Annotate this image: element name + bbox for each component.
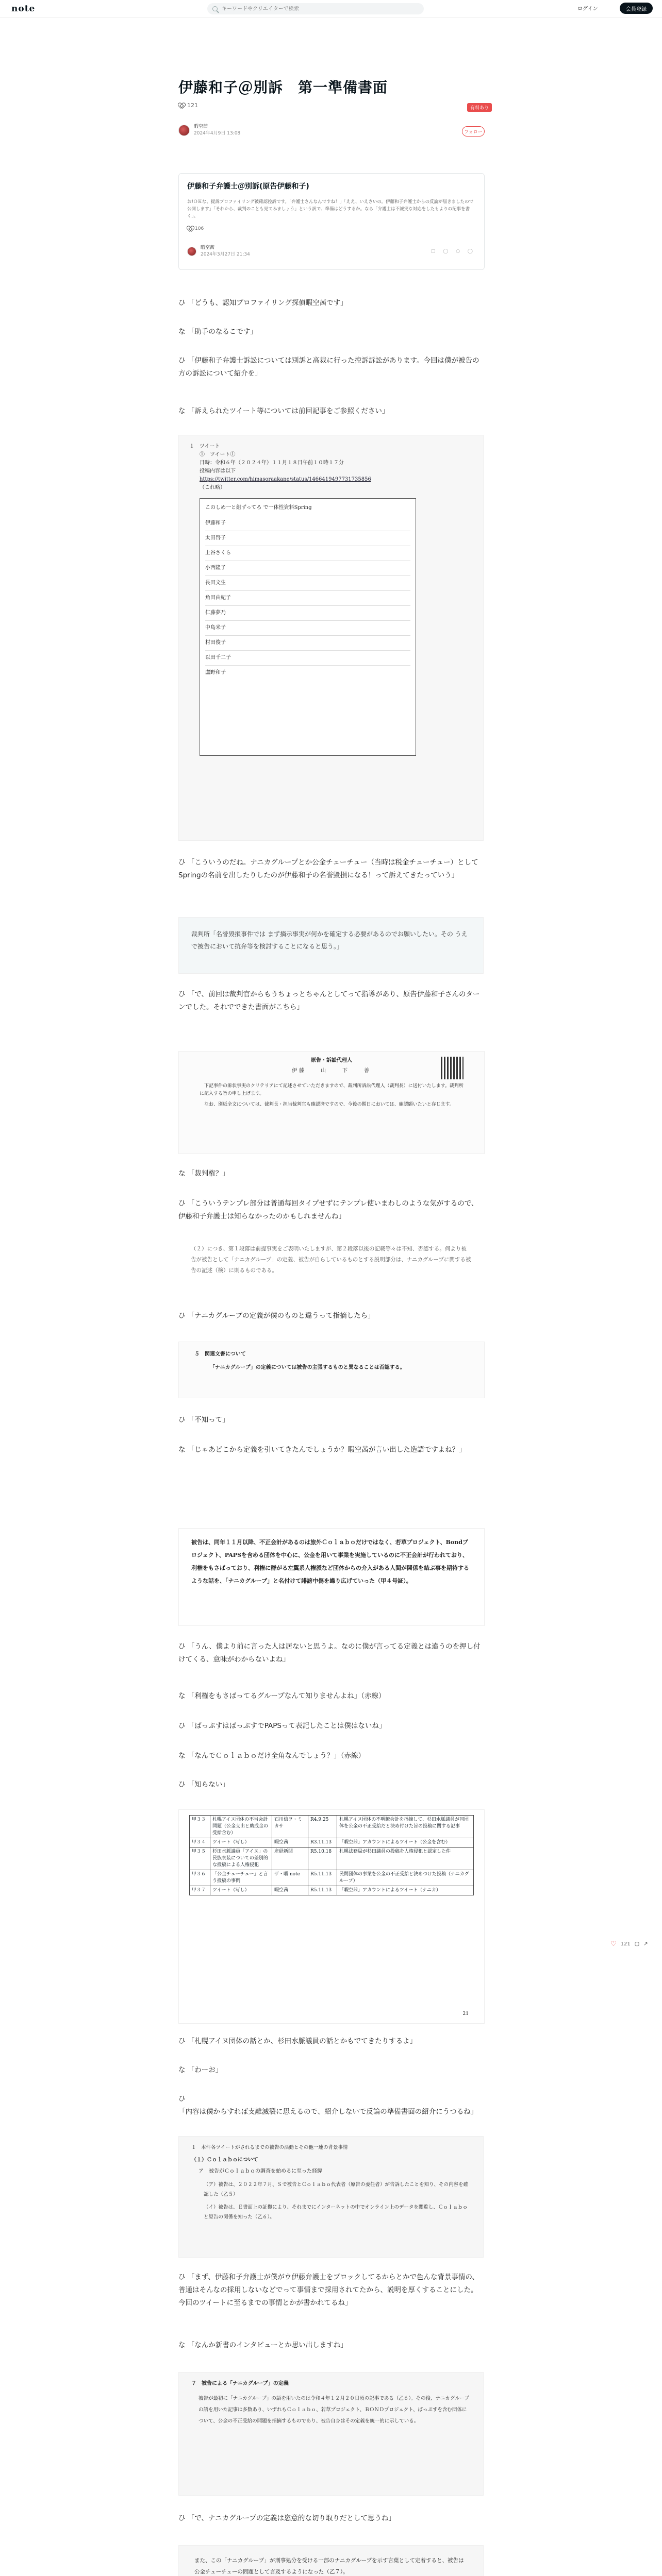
speaker-icon: な [178,328,186,336]
final-para: また、この「ナニカグループ」が刑事処分を受ける一部のナニカグループを示す言葉として定着すると、被告は公金チューチューの問題として言及するようになった（乙７）。 [194,2557,464,2575]
answer-sub: （１）Ｃｏｌａｂｏについて [191,2157,258,2163]
table-row [190,1886,474,1895]
answer-document [178,2136,484,2258]
dialogue-line [178,354,484,380]
embed-excerpt: お!ＯＫな、提訴プロファイリング被確認控訴です。「弁護士さんなんですね！」「ええ、いえさいの。伊藤和子弁護士からの反論が届きましたので公開します」「それから、裁判のことも見てみましょう」という訳で、準備はどうするか。なら「弁護士は不誠実な対応をしたもよりの記事を書く」。 [187,199,474,219]
dialogue-line [178,1444,484,1456]
table-cell: 甲３５ [190,1848,210,1870]
embedded-note-card[interactable] [178,173,485,270]
name-item: 太田啓子 [205,531,410,546]
dialogue-line [178,1310,484,1323]
table-cell: R5.11.13 [308,1886,337,1895]
name-item: 仁藤夢乃 [205,606,410,621]
speaker-icon: な [178,2066,186,2074]
like-heart-icon[interactable]: ♡ [610,1940,617,1948]
scan-body: なお、別紙全文については、裁判長・担当裁判官も確認済ですので、今後の期日においては、確認願いたいと存じます。 [200,1102,454,1107]
speaker-icon: な [178,1752,186,1760]
dialogue-line [178,405,484,418]
tweet-doc-link[interactable]: https://twitter.com/himasoraakane/status/1466419497731735856 [200,477,371,482]
tweet-doc-line: 投稿内容は以下 [200,468,236,474]
dialogue-text: 「利権をもさばってるグループなんて知りませんよね」（赤線） [187,1692,386,1700]
name-item: 以田千二子 [205,651,410,666]
speaker-icon: な [178,1170,186,1178]
table-cell: 「公金チューチュー」と言う投稿の事例 [210,1870,272,1886]
post-date: 2024年4月9日 13:08 [194,131,241,136]
nanika-document [178,1342,485,1398]
embed-likes-count: 106 [195,226,204,231]
heart-icon [187,226,193,231]
dialogue-text: 「伊藤和子弁護士訴訟については別訴と高裁に行った控訴訴訟があります。今回は僕が被告の方の訴訟について紹介を」 [178,357,479,378]
table-cell: 甲３７ [190,1886,210,1895]
table-cell: 暇空茜 [272,1886,308,1895]
dialogue-text: 「ぱっぷすはばっぷすでPAPSって表記したことは僕はないね」 [187,1722,386,1730]
dialogue-line [178,297,484,310]
answer-para: （ア）被告は、２０２２年７月、Ｓで被告とＣｏｌａｂｏ代表者（原告の委任者）が告訴したことを知り、その内容を確認した（乙５） [204,2182,469,2197]
speaker-icon: な [178,1446,186,1454]
scan-body: 下記事件の訴状事実のクリテリアにて記述させていただきますので、裁判所訴訟代理人（裁判長）に送付いたします。裁判所に記入する旨の申し上げます。 [200,1083,464,1096]
embed-author-name: 暇空茜 [201,245,215,250]
dialogue-text: 「で、前回は裁判官からもうちょっとちゃんとしてって指導があり、原告伊藤和子さんのターンでした。それでできた書面がこちら」 [178,990,480,1011]
speaker-icon: ひ [178,1722,186,1730]
table-cell: R4.9.25 [308,1816,337,1838]
nanika-head: ５ 関連文書について [194,1351,246,1357]
dialogue-line [178,1414,484,1427]
article-title: 伊藤和子＠別訴 第一準備書面 [178,79,388,96]
table-cell: 産経新聞 [272,1848,308,1870]
name-item: 長田文生 [205,576,410,591]
dialogue-line [178,856,484,882]
answer-sub2: ア 被告がＣｏｌａｂｏの調査を始めるに至った経緯 [198,2168,322,2174]
dialogue-line [178,2093,484,2119]
scanned-document [178,1051,485,1154]
embed-date: 2024年3月27日 21:34 [201,252,250,257]
author-name[interactable]: 暇空茜 [194,124,208,129]
author-row[interactable] [178,124,240,137]
speaker-icon: ひ [178,2514,186,2522]
dialogue-line [178,2271,484,2310]
name-item: 上谷さくら [205,546,410,561]
dialogue-text: 「じゃあどこから定義を引いてきたんでしょうか？暇空茜が言い出した造語ですよね？」 [187,1446,466,1454]
table-cell: ツイート（写し） [210,1838,272,1848]
dialogue-text: 「裁判権？」 [187,1170,229,1178]
nanika-body: 「ナニカグループ」の定義については被告の主張するものと異なることは否認する。 [210,1365,405,1370]
login-link[interactable]: ログイン [577,6,598,12]
search-icon [212,6,218,11]
dialogue-text: 「なんか新書のインタビューとか思い出しますね」 [187,2341,347,2349]
name-item: 伊藤和子 [205,516,410,531]
speaker-icon: ひ [178,299,186,307]
definition-body: 被告が最初に「ナニカグループ」の語を用いたのは令和４年１２月２０日頃の記事である（乙６）。その後、ナニカグループの語を用いた記事は多数あり、いずれもＣｏｌａｂｏ、若草プロジェクト、ＢＯＮＤプロジェクト、ぱっぷすを含む団体について、公金の不正受給の問題を指摘するものであり、被告自身はその定義を統一的に示している。 [198,2396,469,2424]
evidence-table-image [178,1809,485,2024]
floating-like-count: 121 [620,1941,631,1947]
search-box[interactable] [207,3,424,14]
speaker-icon: ひ [178,858,186,867]
table-cell: 暇空茜 [272,1838,308,1848]
dialogue-line [178,2512,484,2525]
table-cell: R5.10.18 [308,1848,337,1870]
tweet-doc-line: 日時：令和６年（２０２４年）１１月１８日午前１０時１７分 [200,460,344,466]
table-cell: R5.11.13 [308,1870,337,1886]
answer-head: １ 本件各ツイートがされるまでの被告の活動とその他一連の背景事情 [191,2145,348,2150]
table-cell: 民間団体の事業を公金の不正受給と決めつけた投稿（ナニカグループ） [337,1870,474,1886]
dialogue-line [178,1778,484,1791]
court-document [178,1528,485,1626]
table-cell: 甲３４ [190,1838,210,1848]
dialogue-line [178,2339,484,2352]
dialogue-line [178,2064,484,2077]
table-cell: 石川信ヲ・ミカサ [272,1816,308,1838]
definition-head: ７ 被告による「ナニカグループ」の定義 [191,2381,289,2386]
speaker-icon: な [178,1692,186,1700]
likes-row[interactable] [178,102,198,109]
speaker-icon: ひ [178,2037,186,2045]
likes-count: 121 [187,102,198,109]
speaker-icon: ひ [178,1642,186,1651]
dialogue-text: 「ナニカグループの定義が僕のものと違うって指摘したら」 [187,1312,375,1320]
dialogue-text: 「訴えられたツイート等については前回記事をご参照ください」 [187,407,389,415]
tweet-doc-line: ① ツイート① [200,452,236,457]
qr-stamp-icon [441,1057,464,1079]
embed-avatar [187,247,196,256]
table-cell: 「暇空茜」アカウントによるツイート（ナニカ） [337,1886,474,1895]
speaker-icon: ひ [178,1416,186,1424]
speaker-icon: ひ [178,357,186,365]
embed-author [187,245,250,258]
court-note-text: 裁判所「名誉毀損事件では まず摘示事実が何かを確定する必要があるのでお願いしたい。その うえで被告において抗弁等を検討することになると思う。」 [191,930,468,950]
share-icon[interactable]: ↗ [643,1941,648,1947]
definition-document [178,2372,484,2496]
tweet-doc-head: １ ツイート [189,444,220,449]
table-cell: 杉田水脈議員「アイヌ」の民族衣装についての差別的な投稿による人権侵犯 [210,1848,272,1870]
dialogue-text: 「不知って」 [187,1416,229,1424]
dialogue-line [178,1640,484,1666]
dialogue-line [178,1720,484,1733]
embed-action-icons[interactable]: □ ◯ ○ ◯ [431,249,476,254]
dialogue-line [178,1750,484,1762]
table-row [190,1870,474,1886]
tweet-doc-line: （これ略） [200,485,225,490]
answer-para: （イ）被告は、Ｅ書面上の証拠により、それまでにインターネットの中でオンライン上のデータを閲覧し、Ｃｏｌａｂｏと原告の関係を知った（乙６）。 [204,2205,468,2220]
court-body: 被告は、同年１１月以降、不正会計があるのは旅外Ｃｏｌａｂｏだけではなく、若草プロジェクト、Bondプロジェクト、PAPSを含める団体を中心に、公金を用いて事業を実施しているのに不正会計が行われており、利権をもさばっており、利権に群がる左翼系人権派など団体からの介入がある人間が関係を結ぶ事を期待するような話を、「ナニカグループ」と名付けて誹謗中傷を繰り広げていった（甲４号証）。 [191,1539,469,1584]
table-cell: 札幌アイヌ団体の不当会計問題（公金支出と助成金の受給含む） [210,1816,272,1838]
speaker-icon: な [178,407,186,415]
table-cell: 甲３６ [190,1870,210,1886]
dialogue-text: 「こういうのだね。ナニカグループとか公金チューチュー（当時は税金チューチュー）としてSpringの名前を出したりしたのが伊藤和子の名誉毀損になる！って訴えてきたっていう」 [178,858,478,879]
speaker-icon: ひ [178,2095,186,2103]
speaker-icon: ひ [178,1199,186,1208]
final-document [178,2545,484,2576]
speaker-icon: ひ [178,990,186,998]
dialogue-text: 「なんでＣｏｌａｂｏだけ全角なんでしょう？」（赤線） [187,1752,366,1760]
name-item: 小西隆子 [205,561,410,576]
table-cell: 「暇空茜」アカウントによるツイート（公金を含む） [337,1838,474,1848]
table-cell: ツイート（写し） [210,1886,272,1895]
table-cell: R3.11.13 [308,1838,337,1848]
dialogue-text: 「こういうテンプレ部分は普通毎回タイプせずにテンプレ使いまわしのような気がするので、伊藤和子弁護士は知らなかったのかもしれませんね」 [178,1199,478,1221]
dialogue-text: 「助手のなるこです」 [187,328,257,336]
name-item: 角田由紀子 [205,591,410,606]
embed-likes [187,226,476,231]
note-logo[interactable]: note [11,4,36,14]
name-item: 盧野和子 [205,670,226,675]
dialogue-line [178,2035,484,2048]
dialogue-text: 「うん、僕より前に言った人は居ないと思うよ。なのに僕が言ってる定義とは違うのを押し付けてくる、意味がわからないよね」 [178,1642,481,1664]
table-cell: 札幌法務局が杉田議員の投稿を人権侵犯と認定した件 [337,1848,474,1870]
name-item: 中島米子 [205,621,410,636]
names-list [205,516,410,680]
tweet-document-image [178,435,484,841]
table-row [190,1848,474,1870]
dialogue-line [178,1690,484,1703]
table-cell: ザ・暇 note [272,1870,308,1886]
defense-text: （２）につき、第１段落は前提事実をご表明いたしますが、第２段落以後の記載等々は不知、否認する。何より被告が被告として「ナニカグループ」の定義、被告が自らしているものとする説明部分は、ナニカグループに関する被告の記述（検）に則るものである。 [191,1246,471,1274]
dialogue-text: 「知らない」 [187,1781,229,1789]
speaker-icon: な [178,2341,186,2349]
speaker-icon: ひ [178,2273,186,2281]
signup-button[interactable]: 会員登録 [620,3,653,14]
dialogue-text: 「わーお」 [187,2066,223,2074]
page-number: 21 [462,2011,469,2016]
author-avatar[interactable] [178,125,190,136]
dialogue-text: 「内容は僕からすれば支離滅裂に思えるので、紹介しないで反論の準備書面の紹介にうつるね」 [178,2108,478,2116]
scan-lawyer: 伊藤 山 下 善 [292,1068,371,1074]
dialogue-text: 「で、ナニカグループの定義は恣意的な切り取りだとして思うね」 [187,2514,395,2522]
speaker-icon: ひ [178,1781,186,1789]
table-row [190,1838,474,1848]
tweet-screenshot [200,498,416,756]
scan-title: 原告・訴訟代理人 [311,1058,352,1063]
top-bar [0,0,662,18]
defense-document [178,1236,484,1298]
dialogue-line [178,1167,484,1180]
dialogue-text: 「どうも、認知プロファイリング探偵暇空茜です」 [187,299,347,307]
comment-icon[interactable]: ▢ [634,1941,640,1947]
court-note-box [178,917,484,974]
search-input[interactable] [222,6,418,12]
tweet-intro: このしめ一と組ずってろ で一体性資料Spring [205,505,312,511]
paid-badge: 有料あり [467,103,492,112]
heart-icon[interactable] [178,103,184,108]
embed-title[interactable]: 伊藤和子弁護士＠別訴(原告伊藤和子) [187,182,309,191]
speaker-icon: ひ [178,1312,186,1320]
dialogue-text: 「まず、伊藤和子弁護士が僕がウ伊藤弁護士をブロックしてるからとかで色んな背景事情の、普通はそんなの採用しないなどでって事情まで採用されてたから、説明を厚くすることにした。今回のツイートに至るまでの事情とかが書かれてるね」 [178,2273,479,2307]
table-cell: 甲３３ [190,1816,210,1838]
table-row [190,1816,474,1838]
dialogue-line [178,988,484,1014]
floating-actions [610,1940,648,1948]
evidence-table [189,1815,474,1895]
name-item: 村田俊子 [205,636,410,651]
table-cell: 札幌アイヌ団体の不明瞭会計を指摘して、杉田水脈議員が同団体を公金の不正受給だと決め付けた旨の投稿に関する記事 [337,1816,474,1838]
dialogue-line [178,326,484,338]
dialogue-text: 「札幌アイヌ団体の話とか、杉田水脈議員の話とかもでてきたりするよ」 [187,2037,417,2045]
follow-button[interactable]: フォロー [462,126,485,137]
dialogue-line [178,1197,484,1223]
